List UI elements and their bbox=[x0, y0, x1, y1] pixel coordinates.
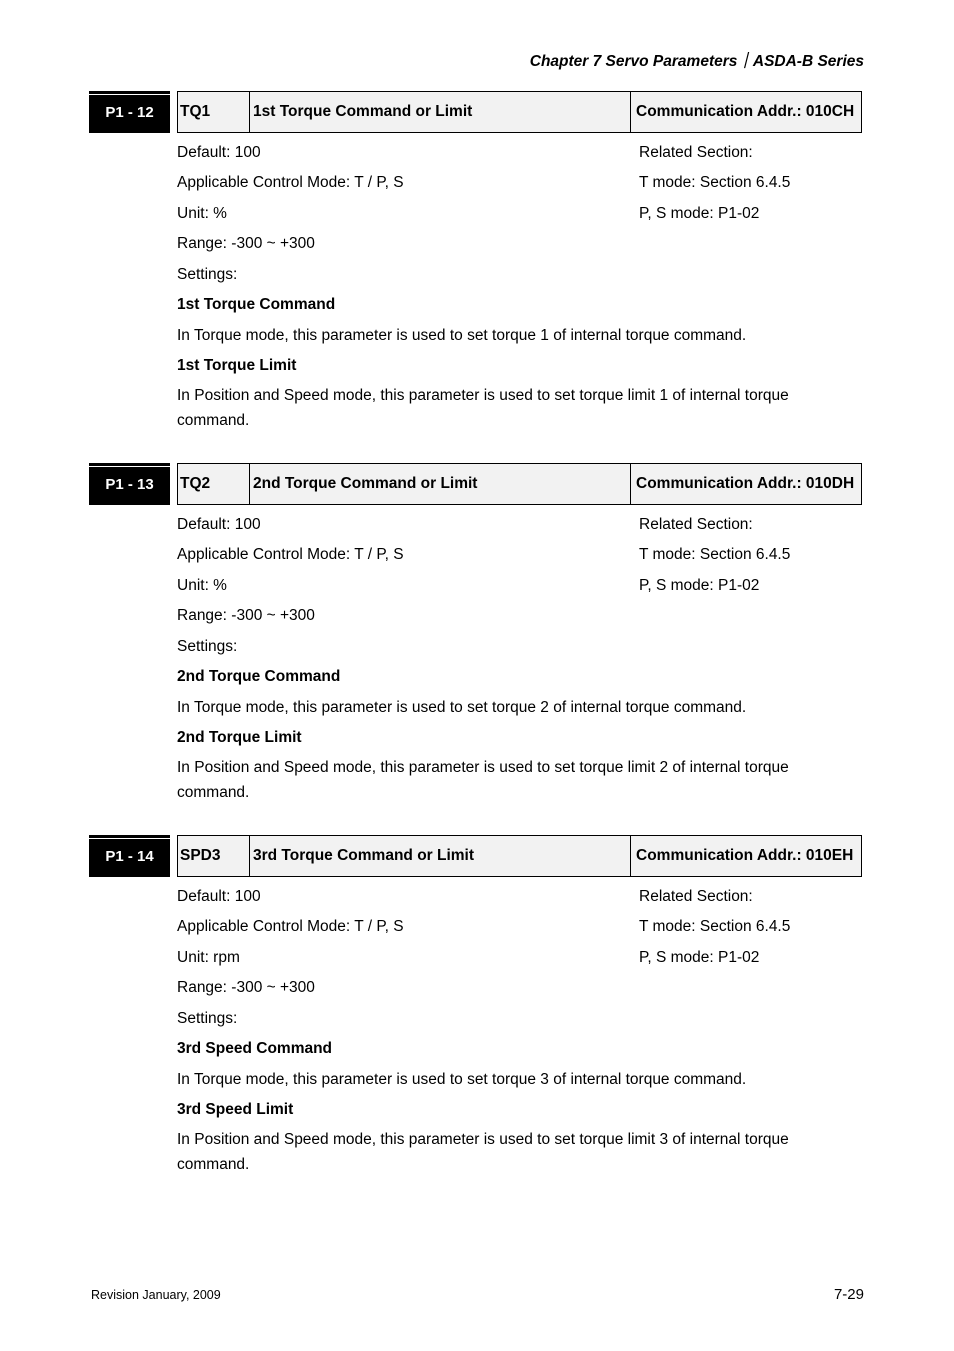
param-abbr: TQ2 bbox=[178, 464, 250, 504]
range: Range: -300 ~ +300 bbox=[177, 979, 315, 996]
range: Range: -300 ~ +300 bbox=[177, 607, 315, 624]
param-comm-addr: Communication Addr.: 010EH bbox=[636, 847, 854, 864]
unit: Unit: rpm bbox=[177, 949, 240, 966]
limit-text: In Position and Speed mode, this parameter is used to set torque limit 3 of internal torque command. bbox=[177, 1131, 789, 1173]
related-section-ps: P, S mode: P1-02 bbox=[639, 205, 760, 222]
related-section-ps: P, S mode: P1-02 bbox=[639, 577, 760, 594]
limit-title: 3rd Speed Limit bbox=[177, 1101, 294, 1118]
limit-text: In Position and Speed mode, this parameter is used to set torque limit 2 of internal torque command. bbox=[177, 759, 789, 801]
limit-title: 2nd Torque Limit bbox=[177, 729, 302, 746]
unit: Unit: % bbox=[177, 205, 227, 222]
param-table bbox=[177, 835, 862, 877]
command-text: In Torque mode, this parameter is used to set torque 1 of internal torque command. bbox=[177, 327, 747, 344]
related-section-label: Related Section: bbox=[639, 516, 753, 533]
param-comm-addr: Communication Addr.: 010CH bbox=[636, 103, 855, 120]
param-abbr: TQ1 bbox=[178, 92, 250, 132]
param-name: 1st Torque Command or Limit bbox=[250, 92, 631, 132]
related-section-label: Related Section: bbox=[639, 144, 753, 161]
param-header-row bbox=[89, 463, 861, 505]
default-value: Default: 100 bbox=[177, 516, 261, 533]
command-text: In Torque mode, this parameter is used to set torque 3 of internal torque command. bbox=[177, 1071, 747, 1088]
param-id: P1 - 13 bbox=[89, 463, 170, 505]
param-name: 3rd Torque Command or Limit bbox=[250, 836, 631, 876]
param-header-row bbox=[89, 835, 861, 877]
default-value: Default: 100 bbox=[177, 888, 261, 905]
related-section-t: T mode: Section 6.4.5 bbox=[639, 918, 791, 935]
related-section-t: T mode: Section 6.4.5 bbox=[639, 546, 791, 563]
param-section-p1-14 bbox=[89, 835, 861, 1173]
command-title: 3rd Speed Command bbox=[177, 1040, 333, 1057]
param-comm-addr: Communication Addr.: 010DH bbox=[636, 475, 855, 492]
control-mode: Applicable Control Mode: T / P, S bbox=[177, 174, 404, 191]
limit-text: In Position and Speed mode, this parameter is used to set torque limit 1 of internal torque command. bbox=[177, 387, 789, 429]
footer-revision: Revision January, 2009 bbox=[91, 1288, 221, 1302]
param-id: P1 - 12 bbox=[89, 91, 170, 133]
param-id: P1 - 14 bbox=[89, 835, 170, 877]
related-section-ps: P, S mode: P1-02 bbox=[639, 949, 760, 966]
settings-label: Settings: bbox=[177, 266, 238, 283]
control-mode: Applicable Control Mode: T / P, S bbox=[177, 546, 404, 563]
param-table bbox=[177, 463, 862, 505]
settings-label: Settings: bbox=[177, 1010, 238, 1027]
param-abbr: SPD3 bbox=[178, 836, 250, 876]
unit: Unit: % bbox=[177, 577, 227, 594]
command-text: In Torque mode, this parameter is used to set torque 2 of internal torque command. bbox=[177, 699, 747, 716]
chapter-header: Chapter 7 Servo Parameters｜ASDA-B Series bbox=[529, 53, 864, 70]
param-section-p1-13 bbox=[89, 463, 861, 801]
page-number: 7-29 bbox=[833, 1286, 864, 1303]
command-title: 1st Torque Command bbox=[177, 296, 336, 313]
param-header-row bbox=[89, 91, 861, 133]
default-value: Default: 100 bbox=[177, 144, 261, 161]
command-title: 2nd Torque Command bbox=[177, 668, 341, 685]
param-table bbox=[177, 91, 862, 133]
param-section-p1-12 bbox=[89, 91, 861, 429]
related-section-t: T mode: Section 6.4.5 bbox=[639, 174, 791, 191]
related-section-label: Related Section: bbox=[639, 888, 753, 905]
range: Range: -300 ~ +300 bbox=[177, 235, 315, 252]
param-name: 2nd Torque Command or Limit bbox=[250, 464, 631, 504]
control-mode: Applicable Control Mode: T / P, S bbox=[177, 918, 404, 935]
limit-title: 1st Torque Limit bbox=[177, 357, 297, 374]
settings-label: Settings: bbox=[177, 638, 238, 655]
